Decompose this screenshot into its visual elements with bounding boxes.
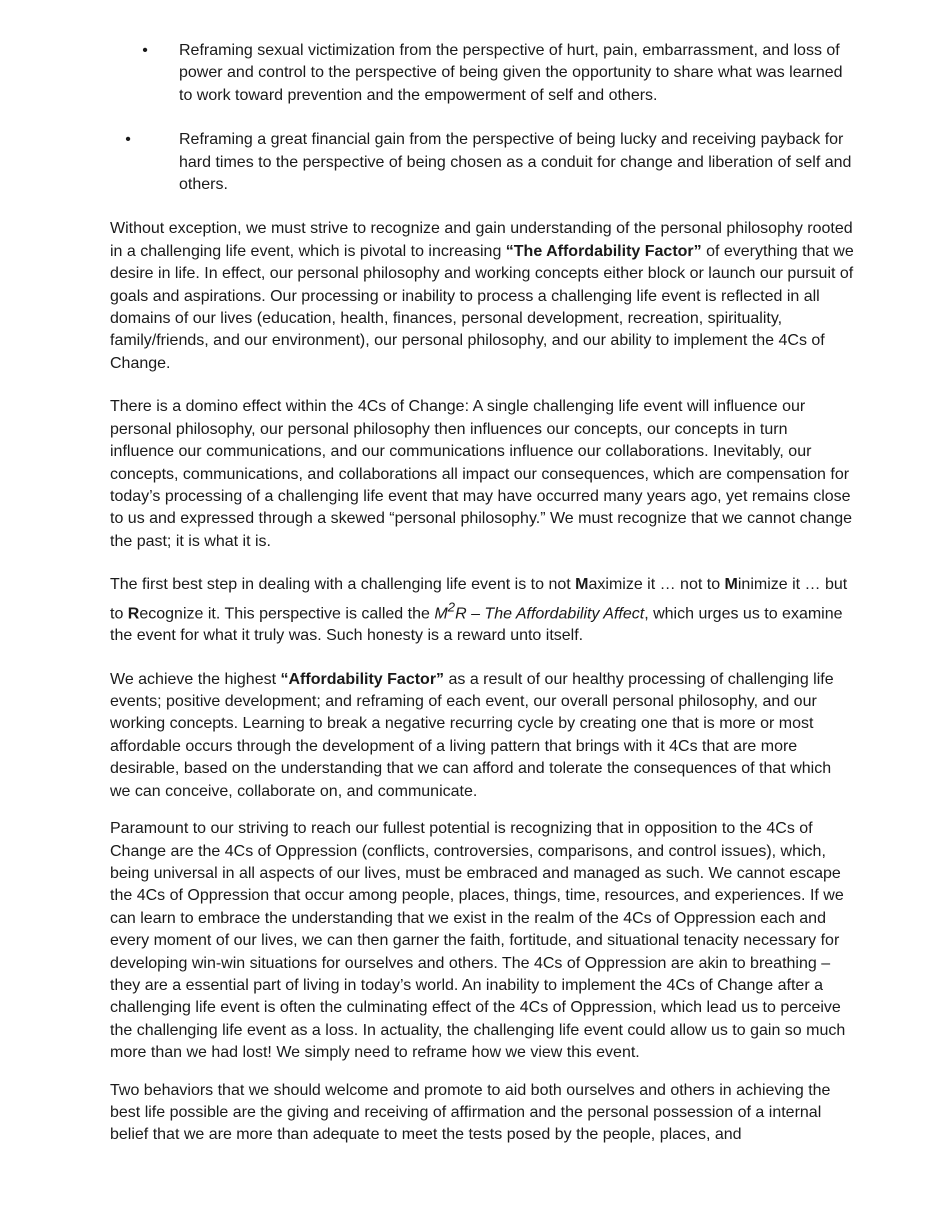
paragraph-affordability-factor (110, 218, 855, 375)
text-run: , which urges us to examine the event for what it truly was. Such honesty is a reward unto itself. (110, 604, 843, 645)
paragraph-m2r (110, 574, 855, 648)
bold-phrase: “Affordability Factor” (280, 670, 445, 688)
text-run: The first best step in dealing with a challenging life event is to not (110, 576, 576, 594)
text-run: ecognize it. This perspective is called the (139, 604, 435, 622)
paragraph-highest-affordability (110, 669, 855, 803)
bullet-icon: • (125, 131, 131, 149)
paragraph-two-behaviors: Two behaviors that we should welcome and promote to aid both ourselves and others in achieving the best life possible are the giving and receiving of affirmation and the personal possession of a internal belief that we are more than adequate to meet the tests posed by the people, places, and (110, 1081, 831, 1144)
text-run: We achieve the highest (110, 670, 281, 688)
text-run: as a result of our healthy processing of challenging life events; positive development; and reframing of each event, our overall personal philosophy, and our working concepts. Learning to break a negative recurring cycle by creating one that is more or most affordable occurs through the development of a living pattern that brings with it 4Cs that are more desirable, based on the understanding that we can afford and tolerate the consequences of that which we can conceive, collaborate on, and communicate. (110, 670, 834, 800)
bullet-icon: • (142, 42, 148, 59)
text-run: of everything that we desire in life. In effect, our personal philosophy and working concepts either block or launch our pursuit of goals and aspirations. Our processing or inability to process a challenging life event is reflected in all domains of our lives (education, health, finances, personal development, recreation, spirituality, family/friends, and our environment), our personal philosophy, and our ability to implement the 4Cs of Change. (110, 242, 854, 372)
superscript: 2 (447, 599, 456, 615)
text-run: Without exception, we must strive to recognize and gain understanding of the personal philosophy rooted in a challenging life event, which is pivotal to increasing (110, 220, 853, 260)
bold-letter: M (724, 576, 738, 594)
bold-letter: M (575, 576, 589, 594)
paragraph-4cs-oppression: Paramount to our striving to reach our fullest potential is recognizing that in opposition to the 4Cs of Change are the 4Cs of Oppression (conflicts, controversies, comparisons, and control issues), which, being universal in all aspects of our lives, must be embraced and managed as such. We cannot escape the 4Cs of Oppression that occur among people, places, things, time, resources, and experiences. If we can learn to embrace the understanding that we exist in the realm of the 4Cs of Oppression each and every moment of our lives, we can then garner the faith, fortitude, and situational tenacity necessary for developing win-win situations for ourselves and others. The 4Cs of Oppression are akin to breathing – they are a essential part of living in today’s world. An inability to implement the 4Cs of Change after a challenging life event is often the culminating effect of the 4Cs of Oppression, which lead us to perceive the challenging life event as a loss. In actuality, the challenging life event could allow us to gain so much more than we had lost! We simply need to reframe how we view this event. (110, 820, 846, 1062)
text-run: aximize it … not to (588, 576, 725, 594)
document-page (110, 40, 855, 1168)
bold-letter: R (127, 604, 140, 622)
italic-run: R – The Affordability Affect (455, 604, 645, 622)
bold-phrase: “The Affordability Factor” (505, 242, 702, 260)
bullet-item (110, 40, 855, 107)
italic-run: M (434, 604, 448, 622)
bullet-text: Reframing sexual victimization from the perspective of hurt, pain, embarrassment, and loss of power and control to the perspective of being given the opportunity to share what was learned to work toward prevention and the empowerment of self and others. (179, 42, 843, 104)
bullet-item (110, 129, 855, 196)
text-run: inimize it … but to (110, 576, 848, 622)
bullet-text: Reframing a great financial gain from the perspective of being lucky and receiving payback for hard times to the perspective of being chosen as a conduit for change and liberation of self and others. (179, 131, 852, 194)
paragraph-domino-effect: There is a domino effect within the 4Cs of Change: A single challenging life event will influence our personal philosophy, our personal philosophy then influences our concepts, our concepts in turn influence our communications, and our communications influence our collaborations. Inevitably, our concepts, communications, and collaborations all impact our consequences, which are compensation for today’s processing of a challenging life event that may have occurred many years ago, yet remains close to us and expressed through a skewed “personal philosophy.” We must recognize that we cannot change the past; it is what it is. (110, 398, 853, 550)
